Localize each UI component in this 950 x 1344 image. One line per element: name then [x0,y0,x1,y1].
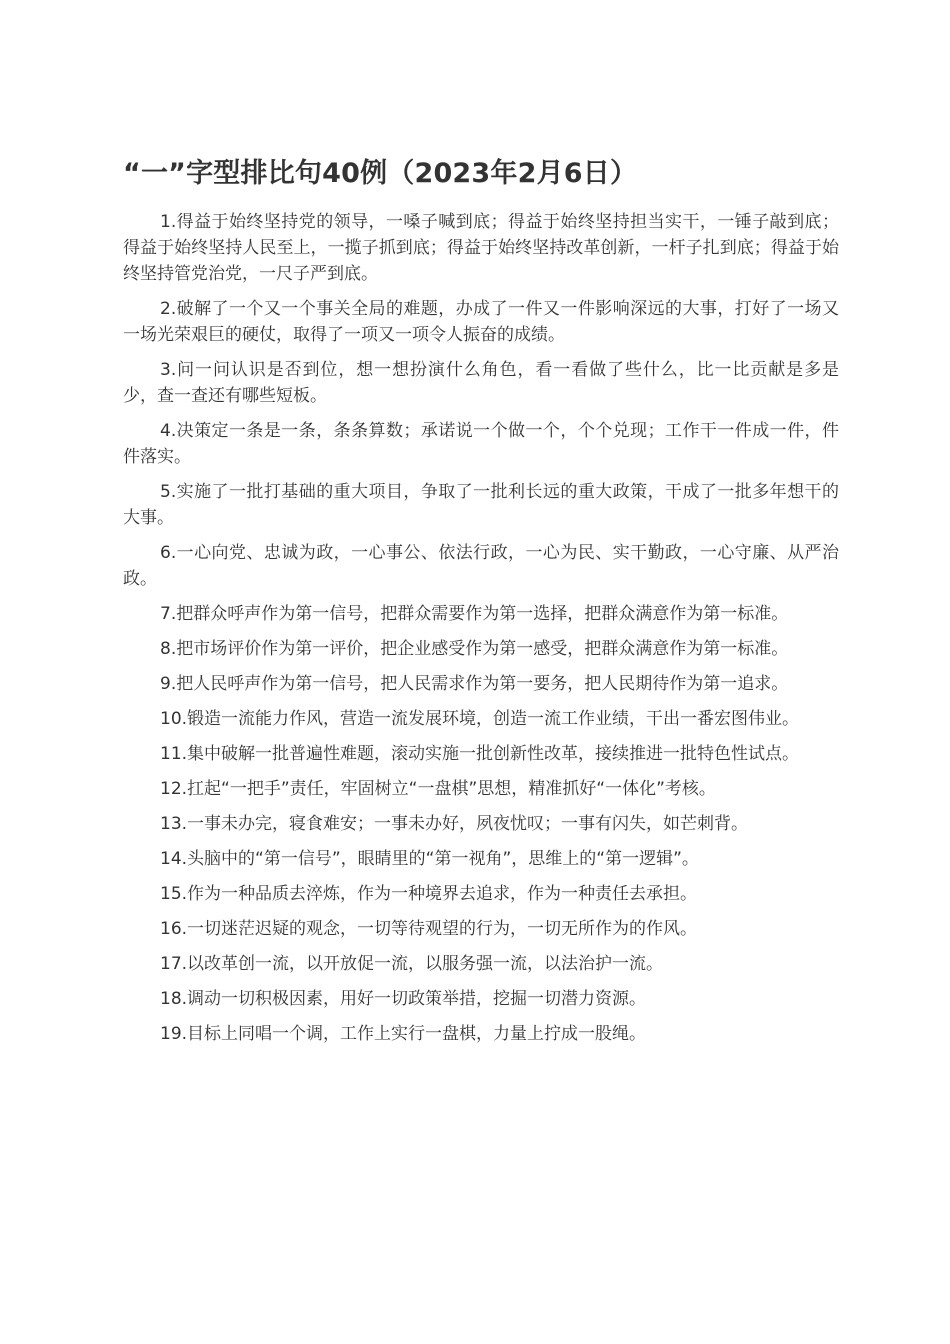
list-item: 11.集中破解一批普遍性难题，滚动实施一批创新性改革，接续推进一批特色性试点。 [160,744,800,764]
document-body [123,209,839,1056]
list-item: 12.扛起“一把手”责任，牢固树立“一盘棋”思想，精准抓好“一体化”考核。 [160,779,716,799]
list-item: 6.一心向党、忠诚为政，一心事公、依法行政，一心为民、实干勤政，一心守廉、从严治政。 [123,543,839,589]
list-item: 7.把群众呼声作为第一信号，把群众需要作为第一选择，把群众满意作为第一标准。 [160,604,789,624]
document-title: “一”字型排比句40例（2023年2月6日） [123,158,638,189]
list-item: 17.以改革创一流，以开放促一流，以服务强一流，以法治护一流。 [160,954,664,974]
list-item: 5.实施了一批打基础的重大项目，争取了一批利长远的重大政策，干成了一批多年想干的大事。 [123,482,839,528]
list-item: 13.一事未办完，寝食难安；一事未办好，夙夜忧叹；一事有闪失，如芒刺背。 [160,814,749,834]
list-item: 3.问一问认识是否到位，想一想扮演什么角色，看一看做了些什么，比一比贡献是多是少，查一查还有哪些短板。 [123,360,839,406]
list-item: 8.把市场评价作为第一评价，把企业感受作为第一感受，把群众满意作为第一标准。 [160,639,789,659]
list-item: 16.一切迷茫迟疑的观念，一切等待观望的行为，一切无所作为的作风。 [160,919,698,939]
list-item: 19.目标上同唱一个调，工作上实行一盘棋，力量上拧成一股绳。 [160,1024,647,1044]
list-item: 18.调动一切积极因素，用好一切政策举措，挖掘一切潜力资源。 [160,989,647,1009]
list-item: 4.决策定一条是一条，条条算数；承诺说一个做一个，个个兑现；工作干一件成一件，件件落实。 [123,421,839,467]
list-item: 10.锻造一流能力作风，营造一流发展环境，创造一流工作业绩，干出一番宏图伟业。 [160,709,800,729]
list-item: 1.得益于始终坚持党的领导，一嗓子喊到底；得益于始终坚持担当实干，一锤子敲到底；得益于始终坚持人民至上，一揽子抓到底；得益于始终坚持改革创新，一杆子扎到底；得益于始终坚持管党治党，一尺子严到底。 [123,212,839,284]
list-item: 9.把人民呼声作为第一信号，把人民需求作为第一要务，把人民期待作为第一追求。 [160,674,789,694]
list-item: 15.作为一种品质去淬炼，作为一种境界去追求，作为一种责任去承担。 [160,884,698,904]
list-item: 14.头脑中的“第一信号”，眼睛里的“第一视角”，思维上的“第一逻辑”。 [160,849,699,869]
list-item: 2.破解了一个又一个事关全局的难题，办成了一件又一件影响深远的大事，打好了一场又一场光荣艰巨的硬仗，取得了一项又一项令人振奋的成绩。 [123,299,839,345]
